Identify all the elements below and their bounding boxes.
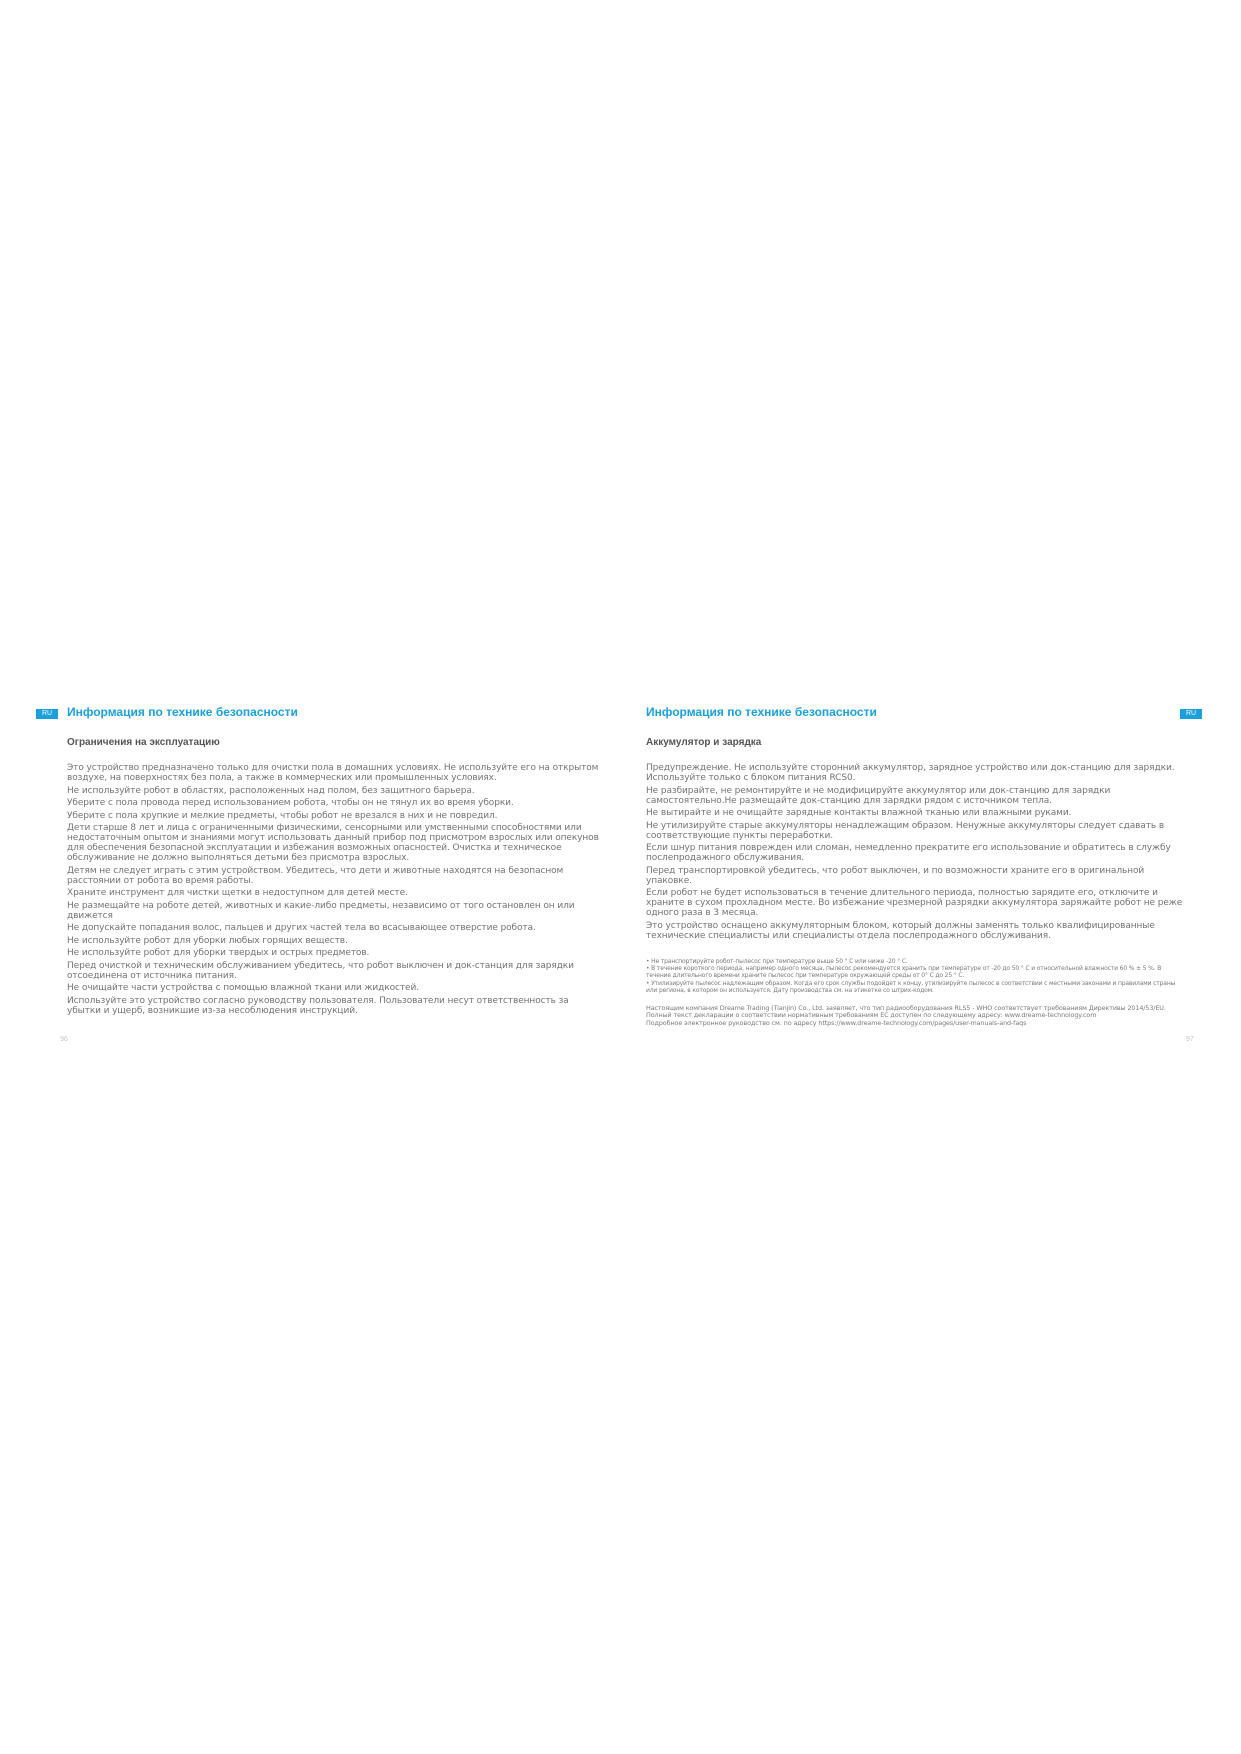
compliance-footer — [646, 1005, 1186, 1027]
subsection-title: Аккумулятор и зарядка — [646, 737, 762, 748]
page-number: 97 — [1186, 1036, 1194, 1043]
safety-paragraph-list — [67, 763, 602, 1018]
paragraph: Детям не следует играть с этим устройством. Убедитесь, что дети и животные находятся на безопасном расстоянии от робота во время работы. — [67, 865, 564, 886]
paragraph: Перед транспортировкой убедитесь, что робот выключен, и по возможности храните его в оригинальной упаковке. — [646, 865, 1145, 886]
section-title: Информация по технике безопасности — [67, 705, 298, 719]
subsection-title: Ограничения на эксплуатацию — [67, 737, 220, 748]
paragraph: Не размещайте на роботе детей, животных и какие-либо предметы, независимо от того остановлен он или движется — [67, 900, 575, 921]
language-badge: RU — [36, 709, 58, 719]
language-badge: RU — [1180, 709, 1202, 719]
paragraph: Не очищайте части устройства с помощью влажной ткани или жидкостей. — [67, 983, 419, 993]
paragraph: Уберите с пола хрупкие и мелкие предметы, чтобы робот не врезался в них и не повредил. — [67, 810, 498, 821]
note-item: • В течение короткого периода, например одного месяца, пылесос рекомендуется хранить при температуре от -20 до 50 ° C и относительной влажности 60 % ± 5 %. В течение длительного времени храните пылесос при температуре окружающей среды от 0° C до 25 ° C. — [646, 965, 1162, 980]
note-item: • Не транспортируйте робот-пылесос при температуре выше 50 ° C или ниже -20 ° C. — [646, 958, 908, 965]
paragraph: Не разбирайте, не ремонтируйте и не модифицируйте аккумулятор или док-станцию для зарядки самостоятельно.Не размещайте док-станцию для зарядки рядом с источником тепла. — [646, 785, 1111, 806]
paragraph: Если шнур питания поврежден или сломан, немедленно прекратите его использование и обратитесь в службу послепродажного обслуживания. — [646, 843, 1171, 863]
page-number: 96 — [60, 1036, 68, 1043]
paragraph: Уберите с пола провода перед использованием робота, чтобы он не тянул их во время уборки. — [67, 798, 514, 808]
paragraph: Дети старше 8 лет и лица с ограниченными физическими, сенсорными или умственными способностями или недостаточным опытом и знаниями могут использовать данный прибор под присмотром взрослых или опекунов для обеспечения безопасной эксплуатации и избежания возможных опасностей. Очистка и техническое обслуживание не должно выполняться детьми без присмотра взрослых. — [67, 823, 599, 863]
note-item: • Утилизируйте пылесос надлежащим образом. Когда его срок службы подойдет к концу, утилизируйте пылесос в соответствии с местными законами и правилами страны или региона, в котором он используется. Дату производства см. на этикетке со штрих-кодом. — [646, 979, 1176, 994]
paragraph: Перед очисткой и техническим обслуживанием убедитесь, что робот выключен и док-станция для зарядки отсоединена от источника питания. — [67, 960, 574, 981]
paragraph: Это устройство предназначено только для очистки пола в домашних условиях. Не используйте его на открытом воздухе, на поверхностях без пола, а также в коммерческих или промышленных условиях. — [67, 763, 599, 783]
storage-notes-list — [646, 959, 1186, 995]
paragraph: Не утилизируйте старые аккумуляторы ненадлежащим образом. Ненужные аккумуляторы следует сдавать в соответствующие пункты переработки. — [646, 820, 1165, 841]
declaration-text: Настоящим компания Dreame Trading (Tianjin) Co., Ltd. заявляет, что тип радиооборудования RLS5 - WHO соответствует требованиям Директивы 2014/53/EU. Полный текст декларации о соответствии нормативным требованиям ЕС доступен по следующему адресу: www.dreame-technology.com — [646, 1004, 1166, 1020]
paragraph: Не допускайте попадания волос, пальцев и других частей тела во всасывающее отверстие робота. — [67, 923, 536, 933]
section-title: Информация по технике безопасности — [646, 705, 877, 719]
manual-link-text: Подробное электронное руководство см. по адресу https://www.dreame-technology.com/pages/user-manuals-and-faqs — [646, 1018, 1027, 1027]
paragraph: Предупреждение. Не используйте сторонний аккумулятор, зарядное устройство или док-станцию для зарядки. Используйте только с блоком питания RCS0. — [646, 763, 1175, 783]
paragraph: Это устройство оснащено аккумуляторным блоком, который должны заменять только квалифицированные технические специалисты или специалисты отдела послепродажного обслуживания. — [646, 920, 1155, 941]
paragraph: Не используйте робот в областях, расположенных над полом, без защитного барьера. — [67, 785, 475, 796]
paragraph: Используйте это устройство согласно руководству пользователя. Пользователи несут ответственность за убытки и ущерб, возникшие из-за несоблюдения инструкций. — [67, 995, 569, 1016]
paragraph: Не вытирайте и не очищайте зарядные контакты влажной тканью или влажными руками. — [646, 808, 1072, 818]
battery-paragraph-list — [646, 763, 1186, 943]
paragraph: Храните инструмент для чистки щетки в недоступном для детей месте. — [67, 888, 408, 898]
paragraph: Если робот не будет использоваться в течение длительного периода, полностью зарядите его, отключите и храните в сухом прохладном месте. Во избежание чрезмерной разрядки аккумулятора заряжайте робот не реже одного раза в 3 месяца. — [646, 888, 1183, 918]
paragraph: Не используйте робот для уборки твердых и острых предметов. — [67, 948, 370, 958]
paragraph: Не используйте робот для уборки любых горящих веществ. — [67, 935, 348, 946]
